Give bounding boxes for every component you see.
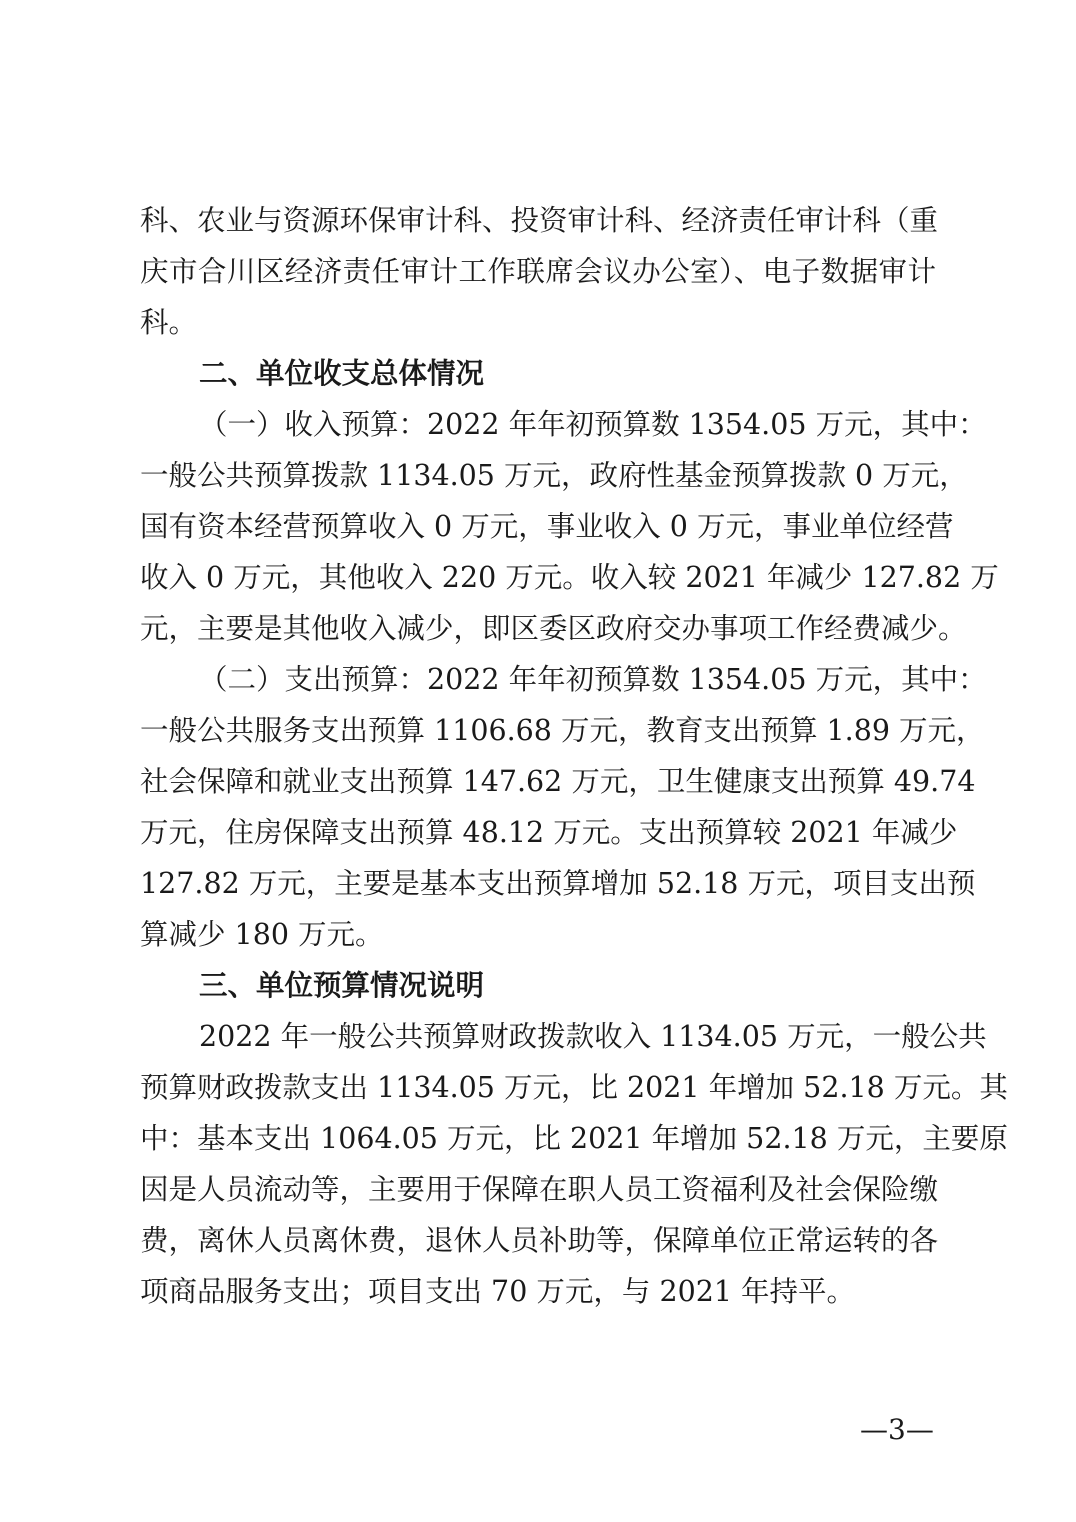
paragraph-line: （一）收入预算：2022 年年初预算数 1354.05 万元，其中： [199,408,987,441]
paragraph-line: 预算财政拨款支出 1134.05 万元，比 2021 年增加 52.18 万元。其 [140,1071,1008,1104]
paragraph-line: （二）支出预算：2022 年年初预算数 1354.05 万元，其中： [199,663,987,696]
paragraph-line: 中：基本支出 1064.05 万元，比 2021 年增加 52.18 万元，主要原 [140,1122,1008,1155]
section-heading-overall: 二、单位收支总体情况 [199,357,485,390]
paragraph-line: 庆市合川区经济责任审计工作联席会议办公室）、电子数据审计 [140,255,936,288]
paragraph-line: 项商品服务支出；项目支出 70 万元，与 2021 年持平。 [140,1275,856,1308]
page-number: —3— [860,1413,934,1446]
paragraph-line: 一般公共服务支出预算 1106.68 万元，教育支出预算 1.89 万元， [140,714,985,747]
paragraph-line: 因是人员流动等，主要用于保障在职人员工资福利及社会保险缴 [140,1173,939,1206]
paragraph-line: 2022 年一般公共预算财政拨款收入 1134.05 万元，一般公共 [199,1020,987,1053]
paragraph-line: 科、农业与资源环保审计科、投资审计科、经济责任审计科（重 [140,204,939,237]
paragraph-line: 收入 0 万元，其他收入 220 万元。收入较 2021 年减少 127.82 万 [140,561,999,594]
paragraph-line: 万元，住房保障支出预算 48.12 万元。支出预算较 2021 年减少 [140,816,958,849]
paragraph-line: 一般公共预算拨款 1134.05 万元，政府性基金预算拨款 0 万元， [140,459,968,492]
paragraph-line: 社会保障和就业支出预算 147.62 万元，卫生健康支出预算 49.74 [140,765,976,798]
paragraph-line: 科。 [140,306,198,339]
paragraph-line: 费，离休人员离休费，退休人员补助等，保障单位正常运转的各 [140,1224,939,1257]
paragraph-line: 算减少 180 万元。 [140,918,384,951]
paragraph-line: 元，主要是其他收入减少，即区委区政府交办事项工作经费减少。 [140,612,967,645]
paragraph-line: 127.82 万元，主要是基本支出预算增加 52.18 万元，项目支出预 [140,867,976,900]
paragraph-line: 国有资本经营预算收入 0 万元，事业收入 0 万元，事业单位经营 [140,510,954,543]
section-heading-budget: 三、单位预算情况说明 [199,969,485,1002]
